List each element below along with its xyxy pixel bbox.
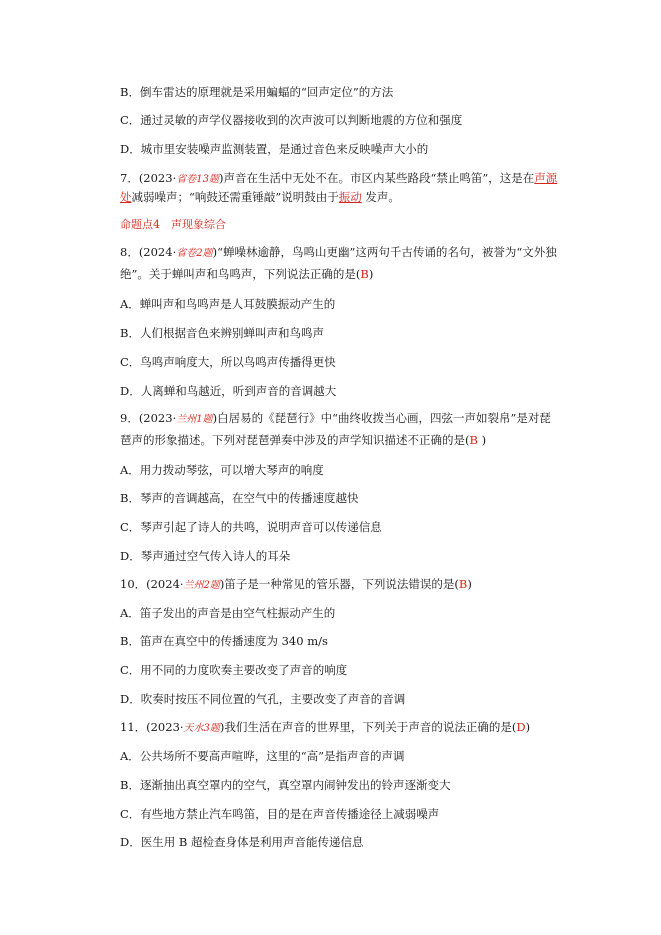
q7-stem-line1 xyxy=(120,170,557,188)
q11-source-tag: 天水3题 xyxy=(183,723,220,734)
q9-stem-text1: )白居易的《琵琶行》中“曲终收拨当心画，四弦一声如裂帛”是对琵 xyxy=(212,411,551,425)
q10-option-c: C．用不同的力度吹奏主要改变了声音的响度 xyxy=(120,663,348,677)
q7-answer1a: 声源 xyxy=(534,171,558,185)
q11-number: 11．(2023· xyxy=(120,720,184,734)
q9-stem-line1 xyxy=(120,410,551,428)
q7-number: 7．(2023· xyxy=(120,171,177,185)
q9-option-b: B．琴声的音调越高，在空气中的传播速度越快 xyxy=(120,491,359,505)
q9-stem-line2 xyxy=(120,432,486,448)
section-heading: 命题点4 声现象综合 xyxy=(120,218,226,231)
q11-option-b: B．逐渐抽出真空罩内的空气，真空罩内闹钟发出的铃声逐渐变大 xyxy=(120,778,451,792)
q10-number: 10．(2024· xyxy=(120,577,184,591)
q9-option-d: D．琴声通过空气传入诗人的耳朵 xyxy=(120,549,291,563)
q9-number: 9．(2023· xyxy=(120,411,177,425)
q10-option-b: B．笛声在真空中的传播速度为 340 m/s xyxy=(120,634,328,648)
q10-stem-line1 xyxy=(120,576,472,594)
q8-stem-line1 xyxy=(120,244,557,262)
q11-answer: D xyxy=(516,720,526,734)
q11-stem-text1a: )我们生活在声音的世界里，下列关于声音的说法正确的是( xyxy=(219,720,517,734)
q8-answer: B xyxy=(360,267,369,281)
q11-option-d: D．医生用 B 超检查身体是利用声音能传递信息 xyxy=(120,835,364,849)
q11-option-a: A．公共场所不要高声喧哗，这里的“高”是指声音的声调 xyxy=(120,749,405,763)
q7-text-part1: )声音在生活中无处不在。市区内某些路段“禁止鸣笛”，这是在 xyxy=(218,171,535,185)
q10-answer: B xyxy=(458,577,468,591)
q10-option-d: D．吹奏时按压不同位置的气孔，主要改变了声音的音调 xyxy=(120,692,406,706)
q8-option-d: D．人离蝉和鸟越近，听到声音的音调越大 xyxy=(120,384,337,398)
q6-option-b: B．倒车雷达的原理就是采用蝙蝠的“回声定位”的方法 xyxy=(120,85,394,99)
q7-text-part2: 减弱噪声；“响鼓还需重锤敲”说明鼓由于 xyxy=(131,190,339,204)
q8-stem-line2 xyxy=(120,266,373,282)
q9-answer: B xyxy=(469,433,478,447)
q8-source-tag: 省卷2题 xyxy=(176,248,213,259)
q11-stem-line1 xyxy=(120,719,530,737)
q7-answer1b: 处 xyxy=(120,190,132,204)
q11-stem-text1b: ) xyxy=(525,720,531,734)
q9-stem-text2a: 琶声的形象描述。下列对琵琶弹奏中涉及的声学知识描述不正确的是( xyxy=(120,433,470,447)
q9-source-tag: 兰州1题 xyxy=(176,414,213,425)
q11-option-c: C．有些地方禁止汽车鸣笛，目的是在声音传播途径上减弱噪声 xyxy=(120,807,440,821)
q8-option-b: B．人们根据音色来辨别蝉叫声和鸟鸣声 xyxy=(120,326,324,340)
q10-option-a: A．笛子发出的声音是由空气柱振动产生的 xyxy=(120,606,336,620)
q8-stem-text2a: 绝”。关于蝉叫声和鸟鸣声，下列说法正确的是( xyxy=(120,267,361,281)
q7-text-part3: 发声。 xyxy=(361,190,400,204)
q9-option-c: C．琴声引起了诗人的共鸣，说明声音可以传递信息 xyxy=(120,520,382,534)
q6-option-c: C．通过灵敏的声学仪器接收到的次声波可以判断地震的方位和强度 xyxy=(120,113,463,127)
q7-answer2: 振动 xyxy=(338,190,362,204)
q8-option-a: A．蝉叫声和鸟鸣声是人耳鼓膜振动产生的 xyxy=(120,297,336,311)
q10-stem-text1a: )笛子是一种常见的管乐器，下列说法错误的是( xyxy=(219,577,459,591)
q8-option-c: C．鸟鸣声响度大，所以鸟鸣声传播得更快 xyxy=(120,355,336,369)
q9-option-a: A．用力拨动琴弦，可以增大琴声的响度 xyxy=(120,463,324,477)
q9-stem-text2b: ) xyxy=(477,433,487,447)
q7-source-tag: 省卷13题 xyxy=(176,174,219,185)
q8-stem-text1: )“蝉噪林逾静，鸟鸣山更幽”这两句千古传诵的名句，被誉为“文外独 xyxy=(212,245,557,259)
q8-number: 8．(2024· xyxy=(120,245,177,259)
q7-stem-line2 xyxy=(120,189,400,205)
q6-option-d: D．城市里安装噪声监测装置，是通过音色来反映噪声大小的 xyxy=(120,142,429,156)
q8-stem-text2b: ) xyxy=(368,267,374,281)
q10-stem-text1b: ) xyxy=(467,577,472,591)
q10-source-tag: 兰州2题 xyxy=(183,580,220,591)
